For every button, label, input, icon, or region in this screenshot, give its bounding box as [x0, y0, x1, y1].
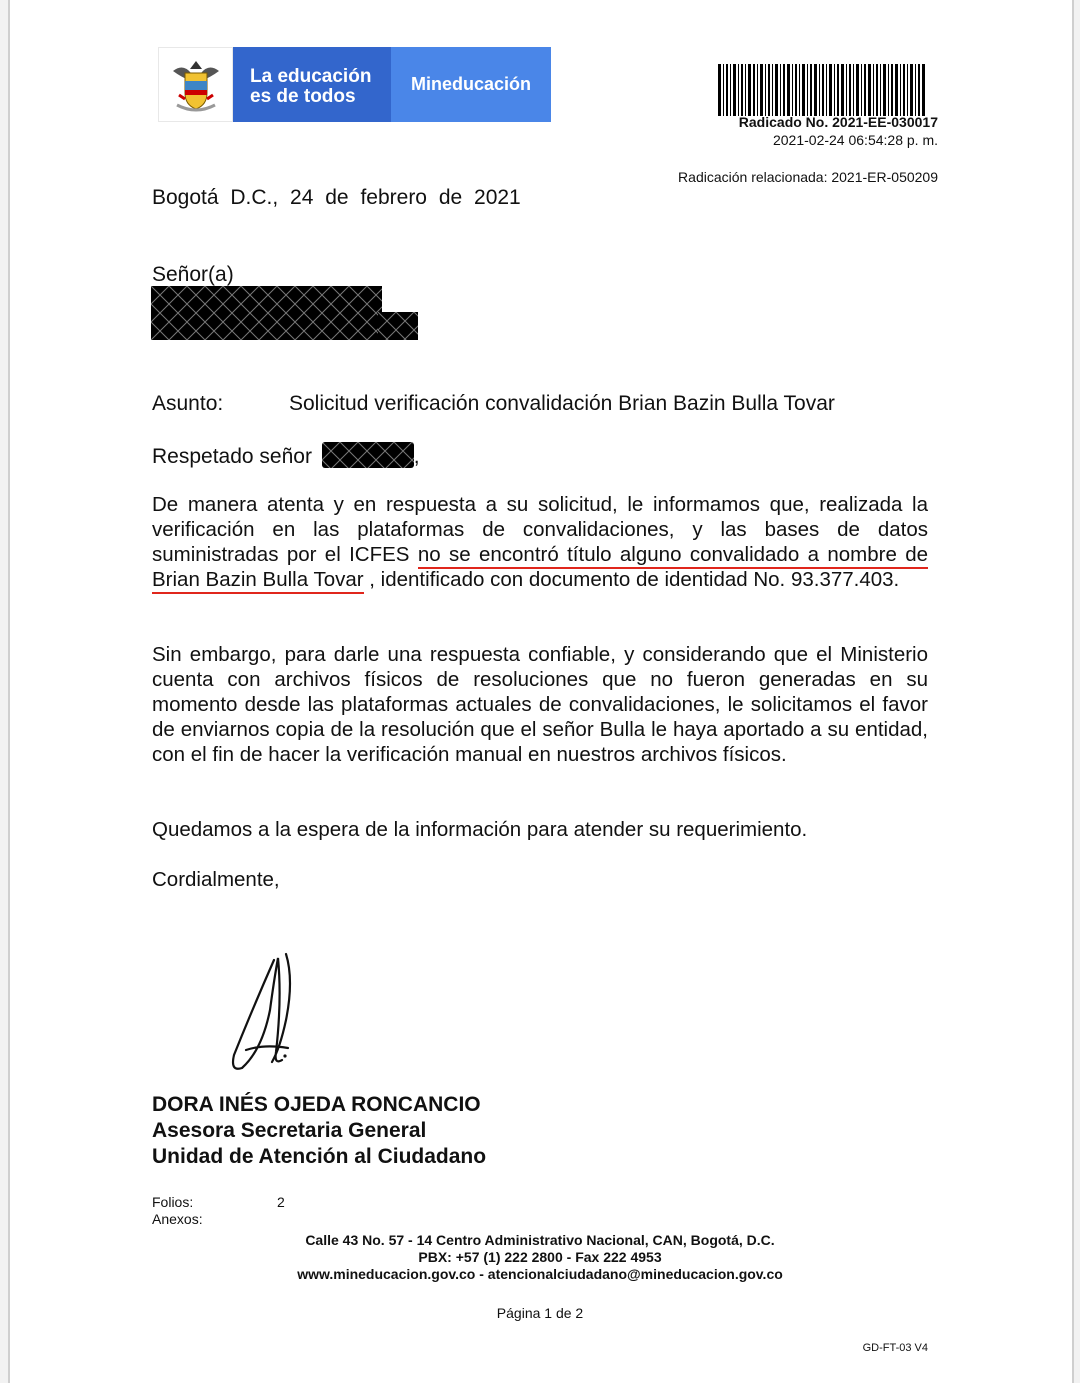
paragraph-1	[152, 492, 928, 592]
footer	[0, 1232, 1080, 1283]
logo-slogan-line2: es de todos	[250, 86, 356, 107]
redaction-block	[151, 286, 382, 340]
greeting-text: Respetado señor	[152, 445, 312, 468]
paragraph-1-start: De manera atenta y en respuesta a su solicitud, le informamos que, realizada la verificación en las plataformas de convalidaciones, y las bases de datos suministradas por el ICFES	[152, 493, 928, 566]
city-date: Bogotá D.C., 24 de febrero de 2021	[152, 186, 521, 209]
signer-title: Asesora Secretaria General	[152, 1119, 427, 1142]
anexos-label: Anexos:	[152, 1211, 203, 1227]
radicado-number: Radicado No. 2021-EE-030017	[738, 114, 938, 130]
coat-of-arms-icon	[158, 47, 233, 122]
subject-text: Solicitud verificación convalidación Brian Bazin Bulla Tovar	[289, 392, 835, 415]
radicado-date: 2021-02-24 06:54:28 p. m.	[772, 132, 938, 148]
handwritten-signature	[212, 940, 312, 1080]
recipient-label: Señor(a)	[152, 263, 234, 286]
barcode-icon	[718, 64, 927, 116]
document-code: GD-FT-03 V4	[862, 1342, 928, 1354]
footer-phone: PBX: +57 (1) 222 2800 - Fax 222 4953	[418, 1249, 662, 1265]
logo-slogan	[233, 47, 391, 122]
folios-label: Folios:	[152, 1194, 194, 1210]
signer-block	[152, 1092, 486, 1170]
signer-name: DORA INÉS OJEDA RONCANCIO	[152, 1093, 481, 1116]
greeting	[152, 442, 420, 469]
folios-value: 2	[277, 1194, 285, 1210]
folios-block	[152, 1194, 203, 1228]
logo-slogan-line1: La educación	[250, 66, 372, 87]
signer-unit: Unidad de Atención al Ciudadano	[152, 1145, 487, 1168]
greeting-comma: ,	[413, 445, 420, 468]
related-radication: Radicación relacionada: 2021-ER-050209	[678, 169, 938, 185]
paragraph-1-highlight: no se encontró título alguno convalidado a nombre de Brian Bazin Bulla Tovar	[152, 543, 928, 594]
footer-address: Calle 43 No. 57 - 14 Centro Administrativo Nacional, CAN, Bogotá, D.C.	[305, 1232, 775, 1248]
redaction-block	[378, 312, 418, 340]
closing: Cordialmente,	[152, 868, 280, 891]
footer-web: www.mineducacion.gov.co - atencionalciudadano@mineducacion.gov.co	[297, 1266, 783, 1282]
paragraph-2: Sin embargo, para darle una respuesta confiable, y considerando que el Ministerio cuenta con archivos físicos de resoluciones que no fueron generadas en su momento desde las plataformas actuales de convalidaciones, le solicitamos el favor de enviarnos copia de la resolución que el señor Bulla le haya aportado a su entidad, con el fin de hacer la verificación manual en nuestros archivos físicos.	[152, 643, 928, 766]
paragraph-1-end: , identificado con documento de identidad No. 93.377.403.	[363, 568, 900, 591]
mineducacion-logo	[158, 47, 551, 122]
page-number: Página 1 de 2	[496, 1305, 584, 1321]
subject-label: Asunto:	[152, 392, 224, 415]
paragraph-3: Quedamos a la espera de la información para atender su requerimiento.	[152, 818, 808, 841]
logo-brand: Mineducación	[391, 47, 551, 122]
redaction-block	[322, 442, 414, 468]
